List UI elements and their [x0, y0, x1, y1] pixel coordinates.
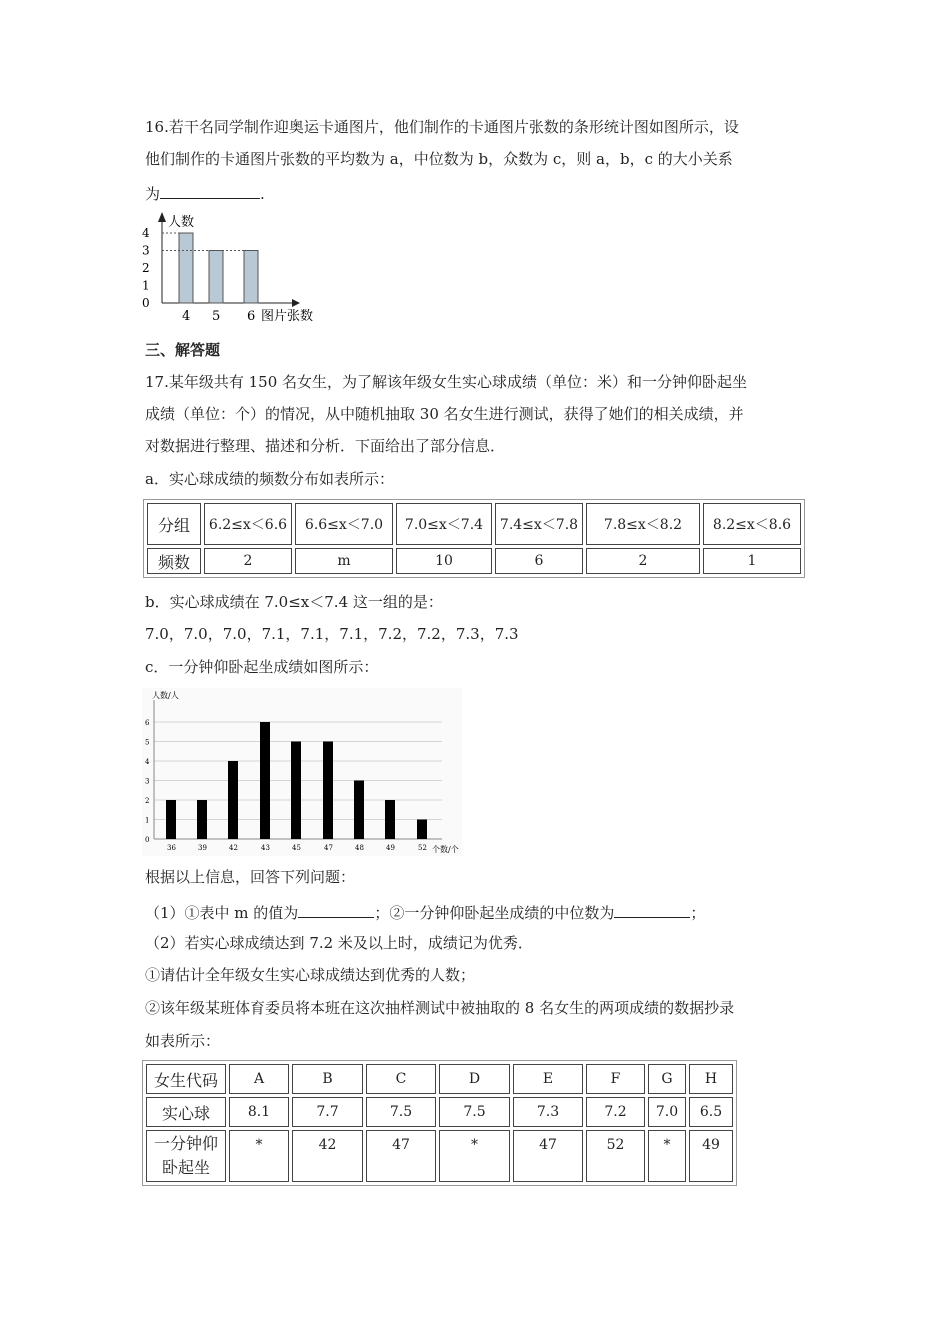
table-header-cell: 女生代码: [146, 1064, 226, 1094]
picture-count-bar-chart: [140, 208, 330, 326]
table-cell: B: [292, 1064, 363, 1094]
q17-q1: [145, 903, 705, 921]
bar: [244, 251, 258, 304]
table-cell: C: [366, 1064, 436, 1094]
bar: [166, 800, 176, 839]
table-cell: 7.7: [292, 1097, 363, 1127]
row3-header-1: 一分钟仰: [153, 1134, 218, 1153]
q17-b-values: 7.0，7.0，7.0，7.1，7.1，7.1，7.2，7.2，7.3，7.3: [145, 625, 519, 643]
table-cell: 10: [396, 548, 492, 574]
y-tick-label: 6: [145, 719, 150, 727]
q1-part-b: ；②一分钟仰卧起坐成绩的中位数为: [374, 904, 615, 922]
bar: [260, 722, 270, 839]
table-cell: 6.2≤x＜6.6: [204, 503, 292, 545]
y-tick-label: 2: [142, 261, 150, 275]
bar: [197, 800, 207, 839]
bar: [323, 742, 333, 840]
table-cell: 7.5: [366, 1097, 436, 1127]
bar: [385, 800, 395, 839]
q17-q2-1: ①请估计全年级女生实心球成绩达到优秀的人数；: [145, 966, 476, 984]
table-cell: 52: [586, 1130, 645, 1182]
y-tick-label: 3: [142, 243, 150, 258]
table-cell: 8.2≤x＜8.6: [703, 503, 801, 545]
table-cell: 49: [689, 1130, 733, 1182]
y-tick-label: 1: [142, 278, 150, 293]
q16-line2: 他们制作的卡通图片张数的平均数为 a，中位数为 b，众数为 c，则 a，b，c 的大小关系: [145, 150, 733, 168]
y-tick-label: 0: [142, 296, 150, 310]
section-title: 三、解答题: [145, 341, 221, 359]
table-cell: *: [439, 1130, 510, 1182]
table-header-cell: 分组: [147, 503, 201, 545]
table-cell: 47: [513, 1130, 583, 1182]
x-axis-label: 个数/个: [432, 845, 459, 854]
q17-q2: （2）若实心球成绩达到 7.2 米及以上时，成绩记为优秀．: [145, 934, 533, 952]
q1-part-a: （1）①表中 m 的值为: [145, 904, 299, 922]
x-tick-label: 42: [229, 844, 238, 852]
answer-blank-m[interactable]: [298, 903, 374, 918]
table-cell: *: [229, 1130, 289, 1182]
situp-bar-chart: [142, 688, 462, 856]
answer-blank-median[interactable]: [614, 903, 690, 918]
y-tick-label: 0: [145, 836, 150, 844]
table-cell: G: [648, 1064, 686, 1094]
chart-background: [142, 688, 462, 856]
y-tick-label: 5: [145, 738, 150, 747]
table-cell: 7.8≤x＜8.2: [586, 503, 700, 545]
table-header-cell: 实心球: [146, 1097, 226, 1127]
q17-q2-2a: ②该年级某班体育委员将本班在这次抽样测试中被抽取的 8 名女生的两项成绩的数据抄录: [145, 999, 735, 1017]
table-cell: 6.6≤x＜7.0: [295, 503, 393, 545]
x-tick-label: 4: [182, 309, 191, 324]
y-tick-label: 4: [142, 226, 150, 240]
bar: [417, 820, 427, 840]
table-cell: 2: [586, 548, 700, 574]
bar: [228, 761, 238, 839]
table-cell: 7.0: [648, 1097, 686, 1127]
x-tick-label: 39: [198, 844, 207, 852]
y-tick-label: 3: [145, 777, 150, 786]
x-tick-label: 49: [386, 844, 395, 852]
answer-blank[interactable]: [160, 184, 260, 199]
bar: [291, 742, 301, 840]
bar: [179, 233, 193, 303]
table-cell: E: [513, 1064, 583, 1094]
y-tick-label: 2: [145, 797, 150, 805]
q17-question-intro: 根据以上信息，回答下列问题：: [145, 868, 356, 886]
table-cell: 7.4≤x＜7.8: [495, 503, 583, 545]
table-cell: H: [689, 1064, 733, 1094]
x-tick-label: 45: [292, 844, 301, 852]
x-tick-label: 48: [355, 844, 364, 852]
student-scores-table: [142, 1060, 737, 1186]
q1-part-c: ；: [690, 904, 706, 922]
table-cell: 6.5: [689, 1097, 733, 1127]
q16-line3-prefix: 为: [145, 185, 161, 203]
y-axis-arrow: [158, 212, 166, 222]
table-cell: A: [229, 1064, 289, 1094]
table-cell: 47: [366, 1130, 436, 1182]
q17-line3: 对数据进行整理、描述和分析．下面给出了部分信息．: [145, 437, 506, 455]
y-tick-label: 1: [145, 816, 150, 825]
q16-line3: [145, 184, 265, 202]
table-cell: 7.2: [586, 1097, 645, 1127]
bar: [209, 251, 223, 304]
x-tick-label: 43: [261, 844, 270, 852]
x-tick-label: 36: [167, 844, 176, 852]
x-tick-label: 52: [418, 844, 427, 852]
table-cell: 1: [703, 548, 801, 574]
table-header-cell: [146, 1130, 226, 1182]
y-axis-label: 人数: [168, 215, 195, 230]
q17-a-label: a．实心球成绩的频数分布如表所示：: [145, 470, 394, 488]
table-cell: *: [648, 1130, 686, 1182]
y-tick-label: 4: [145, 758, 150, 766]
table-cell: m: [295, 548, 393, 574]
table-cell: F: [586, 1064, 645, 1094]
x-tick-label: 5: [212, 309, 221, 324]
table-cell: 8.1: [229, 1097, 289, 1127]
table-cell: 2: [204, 548, 292, 574]
y-axis-label: 人数/人: [152, 691, 179, 700]
table-cell: 7.0≤x＜7.4: [396, 503, 492, 545]
table-cell: 42: [292, 1130, 363, 1182]
q16-line3-suffix: .: [260, 185, 265, 203]
table-cell: 6: [495, 548, 583, 574]
table-header-cell: 频数: [147, 548, 201, 574]
q17-b-label: b．实心球成绩在 7.0≤x＜7.4 这一组的是：: [145, 593, 443, 611]
table-cell: D: [439, 1064, 510, 1094]
q17-line2: 成绩（单位：个）的情况，从中随机抽取 30 名女生进行测试，获得了她们的相关成绩，并: [145, 405, 744, 423]
x-axis-arrow: [292, 299, 300, 307]
table-cell: 7.3: [513, 1097, 583, 1127]
x-tick-label: 6: [247, 309, 256, 324]
frequency-table: [143, 499, 805, 578]
bar: [354, 781, 364, 840]
x-tick-label: 47: [324, 844, 333, 852]
q17-line1: 17.某年级共有 150 名女生，为了解该年级女生实心球成绩（单位：米）和一分钟仰卧起坐: [145, 373, 748, 391]
table-cell: 7.5: [439, 1097, 510, 1127]
q17-q2-2b: 如表所示：: [145, 1032, 221, 1050]
row3-header-2: 卧起坐: [161, 1158, 210, 1177]
q17-c-label: c．一分钟仰卧起坐成绩如图所示：: [145, 658, 379, 676]
x-axis-label: 图片张数: [261, 309, 314, 324]
q16-line1: 16.若干名同学制作迎奥运卡通图片，他们制作的卡通图片张数的条形统计图如图所示，设: [145, 118, 739, 136]
